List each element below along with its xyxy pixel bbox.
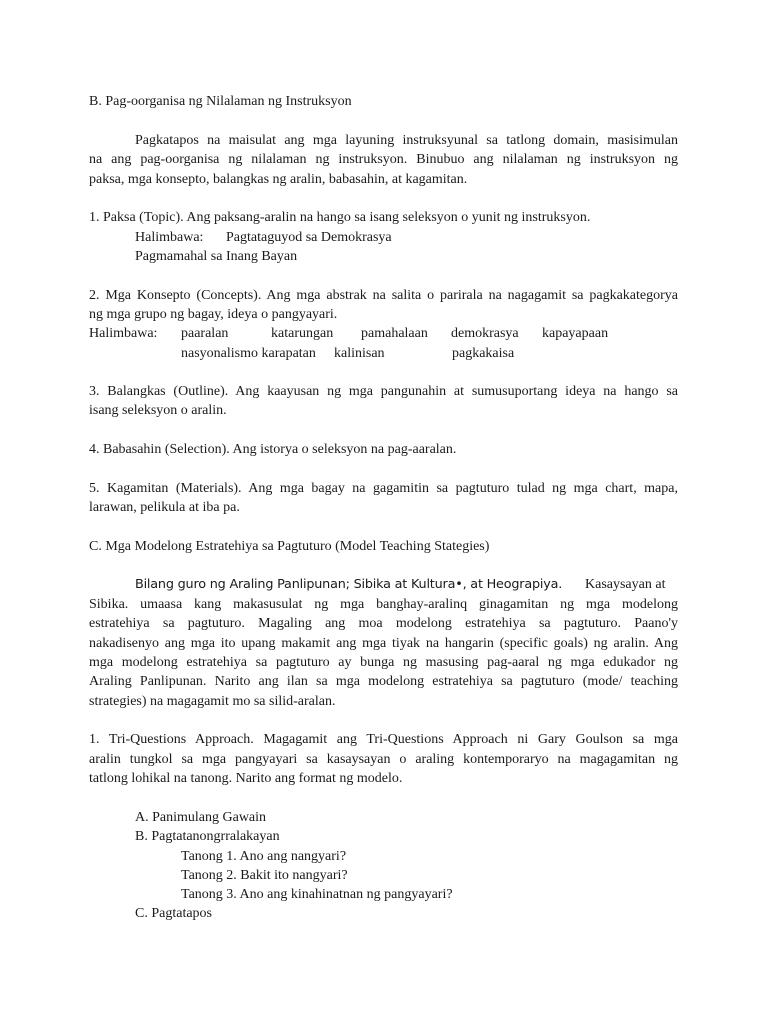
format-question: Tanong 1. Ano ang nangyari? [181, 849, 347, 864]
balangkas-item-line: 3. Balangkas (Outline). Ang kaayusan ng mga pangunahin at sumusuportang ideya na hango sa [89, 384, 678, 399]
section-b-paragraph-line: paksa, mga konsepto, balangkas ng aralin, babasahin, at kagamitan. [89, 172, 468, 187]
kagamitan-item-line: larawan, pelikula at iba pa. [89, 500, 240, 515]
format-question: Tanong 2. Bakit ito nangyari? [181, 868, 348, 883]
format-step: C. Pagtatapos [135, 906, 212, 921]
concept-word: kalinisan [334, 346, 385, 361]
konsepto-item-line: ng mga grupo ng bagay, ideya o pangyayari. [89, 307, 338, 322]
section-c-paragraph-line: nakadisenyo ang mga ito upang makamit ang mga tiyak na hangarin (specific goals) ng aralin. Ang [89, 636, 678, 651]
tri-questions-item-line: aralin tungkol sa mga pangyayari sa kasaysayan o araling kontemporaryo na magagamitan ng [89, 752, 678, 767]
konsepto-item-line: 2. Mga Konsepto (Concepts). Ang mga abstrak na salita o parirala na nagagamit sa pagkakategorya [89, 288, 678, 303]
section-c-paragraph-line: strategies) na magagamit mo sa silid-aralan. [89, 694, 336, 709]
section-c-paragraph-line: estratehiya sa pagtuturo. Magaling ang moa modelong estratehiya sa pagtuturo. Paano'y [89, 616, 678, 631]
babasahin-item: 4. Babasahin (Selection). Ang istorya o seleksyon na pag-aaralan. [89, 442, 457, 457]
section-b-paragraph-line: na ang pag-oorganisa ng nilalaman ng instruksyon. Binubuo ang nilalaman ng instruksyon ng [89, 152, 678, 167]
section-c-paragraph-line: mga modelong estratehiya sa pagtuturo ay bunga ng masusing pag-aaral ng mga edukador ng [89, 655, 678, 670]
section-c-paragraph-line: Sibika. umaasa kang makasusulat ng mga banghay-aralinq ginagamitan ng mga modelong [89, 597, 678, 612]
section-c-paragraph-line: Kasaysayan at [585, 577, 666, 592]
concept-word: katarungan [271, 326, 334, 341]
section-c-paragraph-line: Bilang guro ng Araling Panlipunan; Sibika at Kultura•, at Heograpiya. [135, 577, 563, 592]
concept-word: nasyonalismo karapatan [181, 346, 316, 361]
kagamitan-item-line: 5. Kagamitan (Materials). Ang mga bagay na gagamitin sa pagtuturo tulad ng mga chart, mapa, [89, 481, 678, 496]
paksa-item: 1. Paksa (Topic). Ang paksang-aralin na hango sa isang seleksyon o yunit ng instruksyon. [89, 210, 591, 225]
concept-word: pagkakaisa [452, 346, 515, 361]
section-c-heading: C. Mga Modelong Estratehiya sa Pagtuturo (Model Teaching Stategies) [89, 539, 490, 554]
concept-word: demokrasya [451, 326, 519, 341]
example-label: Halimbawa: [135, 230, 204, 245]
tri-questions-item-line: 1. Tri-Questions Approach. Magagamit ang Tri-Questions Approach ni Gary Goulson sa mga [89, 732, 678, 747]
section-c-paragraph-line: Araling Panlipunan. Narito ang ilan sa mga modelong estratehiya sa pagtuturo (mode/ teaching [89, 674, 678, 689]
format-step: A. Panimulang Gawain [135, 810, 267, 825]
format-step: B. Pagtatanongrralakayan [135, 829, 280, 844]
balangkas-item-line: isang seleksyon o aralin. [89, 403, 227, 418]
format-question: Tanong 3. Ano ang kinahinatnan ng pangyayari? [181, 887, 453, 902]
tri-questions-item-line: tatlong lohikal na tanong. Narito ang format ng modelo. [89, 771, 403, 786]
concept-word: pamahalaan [361, 326, 428, 341]
section-b-paragraph-line: Pagkatapos na maisulat ang mga layuning instruksyunal sa tatlong domain, masisimulan [135, 133, 678, 148]
example-text: Pagmamahal sa Inang Bayan [135, 249, 298, 264]
example-text: Pagtataguyod sa Demokrasya [226, 230, 392, 245]
section-b-heading: B. Pag-oorganisa ng Nilalaman ng Instruksyon [89, 94, 352, 109]
example-label: Halimbawa: [89, 326, 158, 341]
concept-word: kapayapaan [542, 326, 609, 341]
concept-word: paaralan [181, 326, 229, 341]
